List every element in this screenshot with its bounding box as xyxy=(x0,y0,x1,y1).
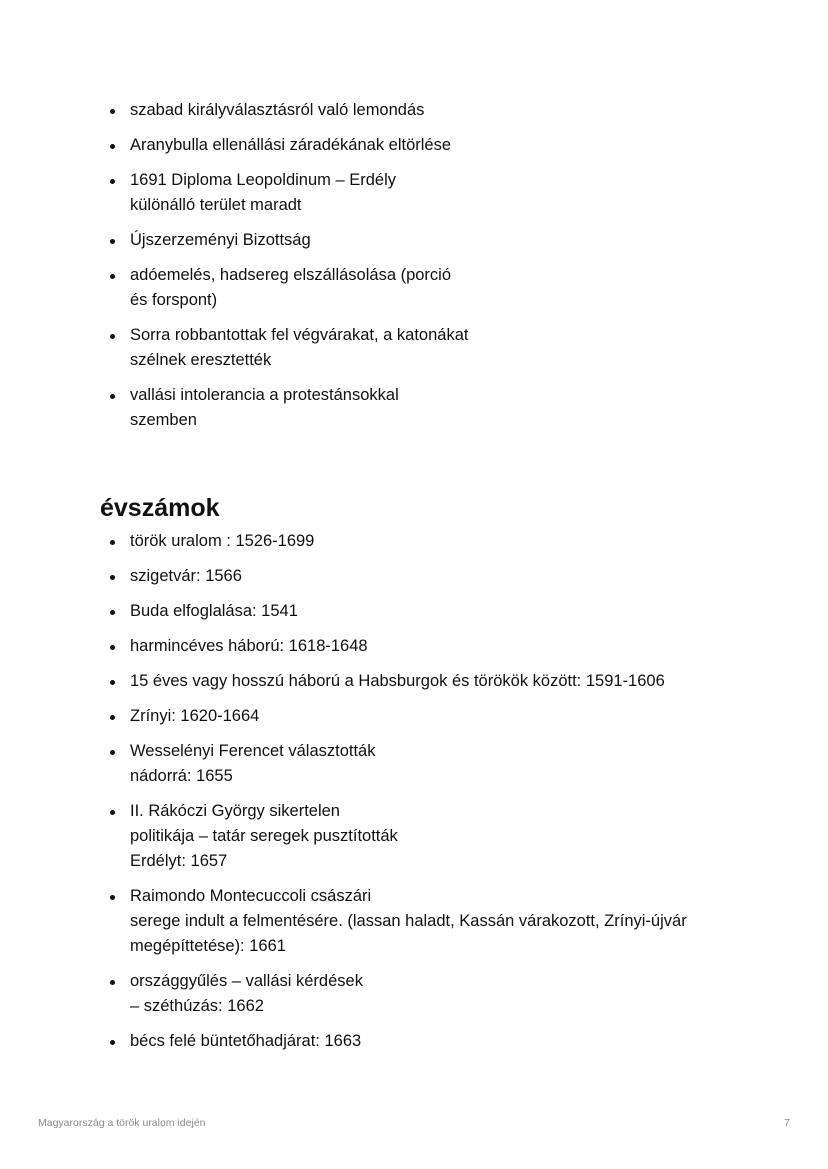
list-item-text: serege indult a felmentésére. (lassan haladt, Kassán várakozott, Zrínyi-újvár xyxy=(130,912,687,930)
list-item-text: Zrínyi: 1620-1664 xyxy=(130,707,260,725)
list-item xyxy=(130,323,750,373)
bullet-list-dates xyxy=(100,529,750,1054)
list-item xyxy=(130,669,750,694)
list-item xyxy=(130,739,750,789)
footer-document-title: Magyarország a török uralom idején xyxy=(38,1117,206,1129)
list-item-text: Aranybulla ellenállási záradékának eltörlése xyxy=(130,136,452,154)
list-item-text: harmincéves háború: 1618-1648 xyxy=(130,637,368,655)
list-item-text: török uralom : 1526-1699 xyxy=(130,532,315,550)
list-item xyxy=(130,168,750,218)
list-item-text: politikája – tatár seregek pusztították xyxy=(130,827,398,845)
list-item xyxy=(130,529,750,554)
list-item-text: Sorra robbantottak fel végvárakat, a katonákat xyxy=(130,326,469,344)
list-item-text: II. Rákóczi György sikertelen xyxy=(130,802,340,820)
page-content xyxy=(100,98,750,1064)
list-item-text: Újszerzeményi Bizottság xyxy=(130,231,311,249)
list-item xyxy=(130,98,750,123)
list-item xyxy=(130,884,750,959)
list-item xyxy=(130,634,750,659)
list-item xyxy=(130,704,750,729)
list-item xyxy=(130,564,750,589)
list-item xyxy=(130,969,750,1019)
section-heading: évszámok xyxy=(100,494,220,522)
list-item-text: Buda elfoglalása: 1541 xyxy=(130,602,298,620)
list-item-text: szemben xyxy=(130,411,197,429)
list-item-text: bécs felé büntetőhadjárat: 1663 xyxy=(130,1032,362,1050)
list-item xyxy=(130,383,750,433)
list-item-text: különálló terület maradt xyxy=(130,196,302,214)
list-item-text: szigetvár: 1566 xyxy=(130,567,242,585)
bullet-list-consequences xyxy=(100,98,750,433)
list-item-text: megépíttetése): 1661 xyxy=(130,937,286,955)
list-item-text: nádorrá: 1655 xyxy=(130,767,233,785)
footer-page-number: 7 xyxy=(784,1117,790,1129)
list-item-text: országgyűlés – vallási kérdések xyxy=(130,972,363,990)
list-item-text: Wesselényi Ferencet választották xyxy=(130,742,376,760)
list-item xyxy=(130,133,750,158)
list-item-text: szabad királyválasztásról való lemondás xyxy=(130,101,425,119)
list-item xyxy=(130,263,750,313)
list-item-text: Raimondo Montecuccoli császári xyxy=(130,887,372,905)
list-item xyxy=(130,799,750,874)
list-item-text: adóemelés, hadsereg elszállásolása (porció xyxy=(130,266,452,284)
list-item-text: szélnek eresztették xyxy=(130,351,272,369)
list-item-text: vallási intolerancia a protestánsokkal xyxy=(130,386,399,404)
list-item-text: 1691 Diploma Leopoldinum – Erdély xyxy=(130,171,396,189)
list-item-text: és forspont) xyxy=(130,291,218,309)
list-item xyxy=(130,1029,750,1054)
list-item-text: – széthúzás: 1662 xyxy=(130,997,264,1015)
list-item xyxy=(130,599,750,624)
list-item xyxy=(130,228,750,253)
list-item-text: Erdélyt: 1657 xyxy=(130,852,228,870)
list-item-text: 15 éves vagy hosszú háború a Habsburgok és törökök között: 1591-1606 xyxy=(130,672,665,690)
